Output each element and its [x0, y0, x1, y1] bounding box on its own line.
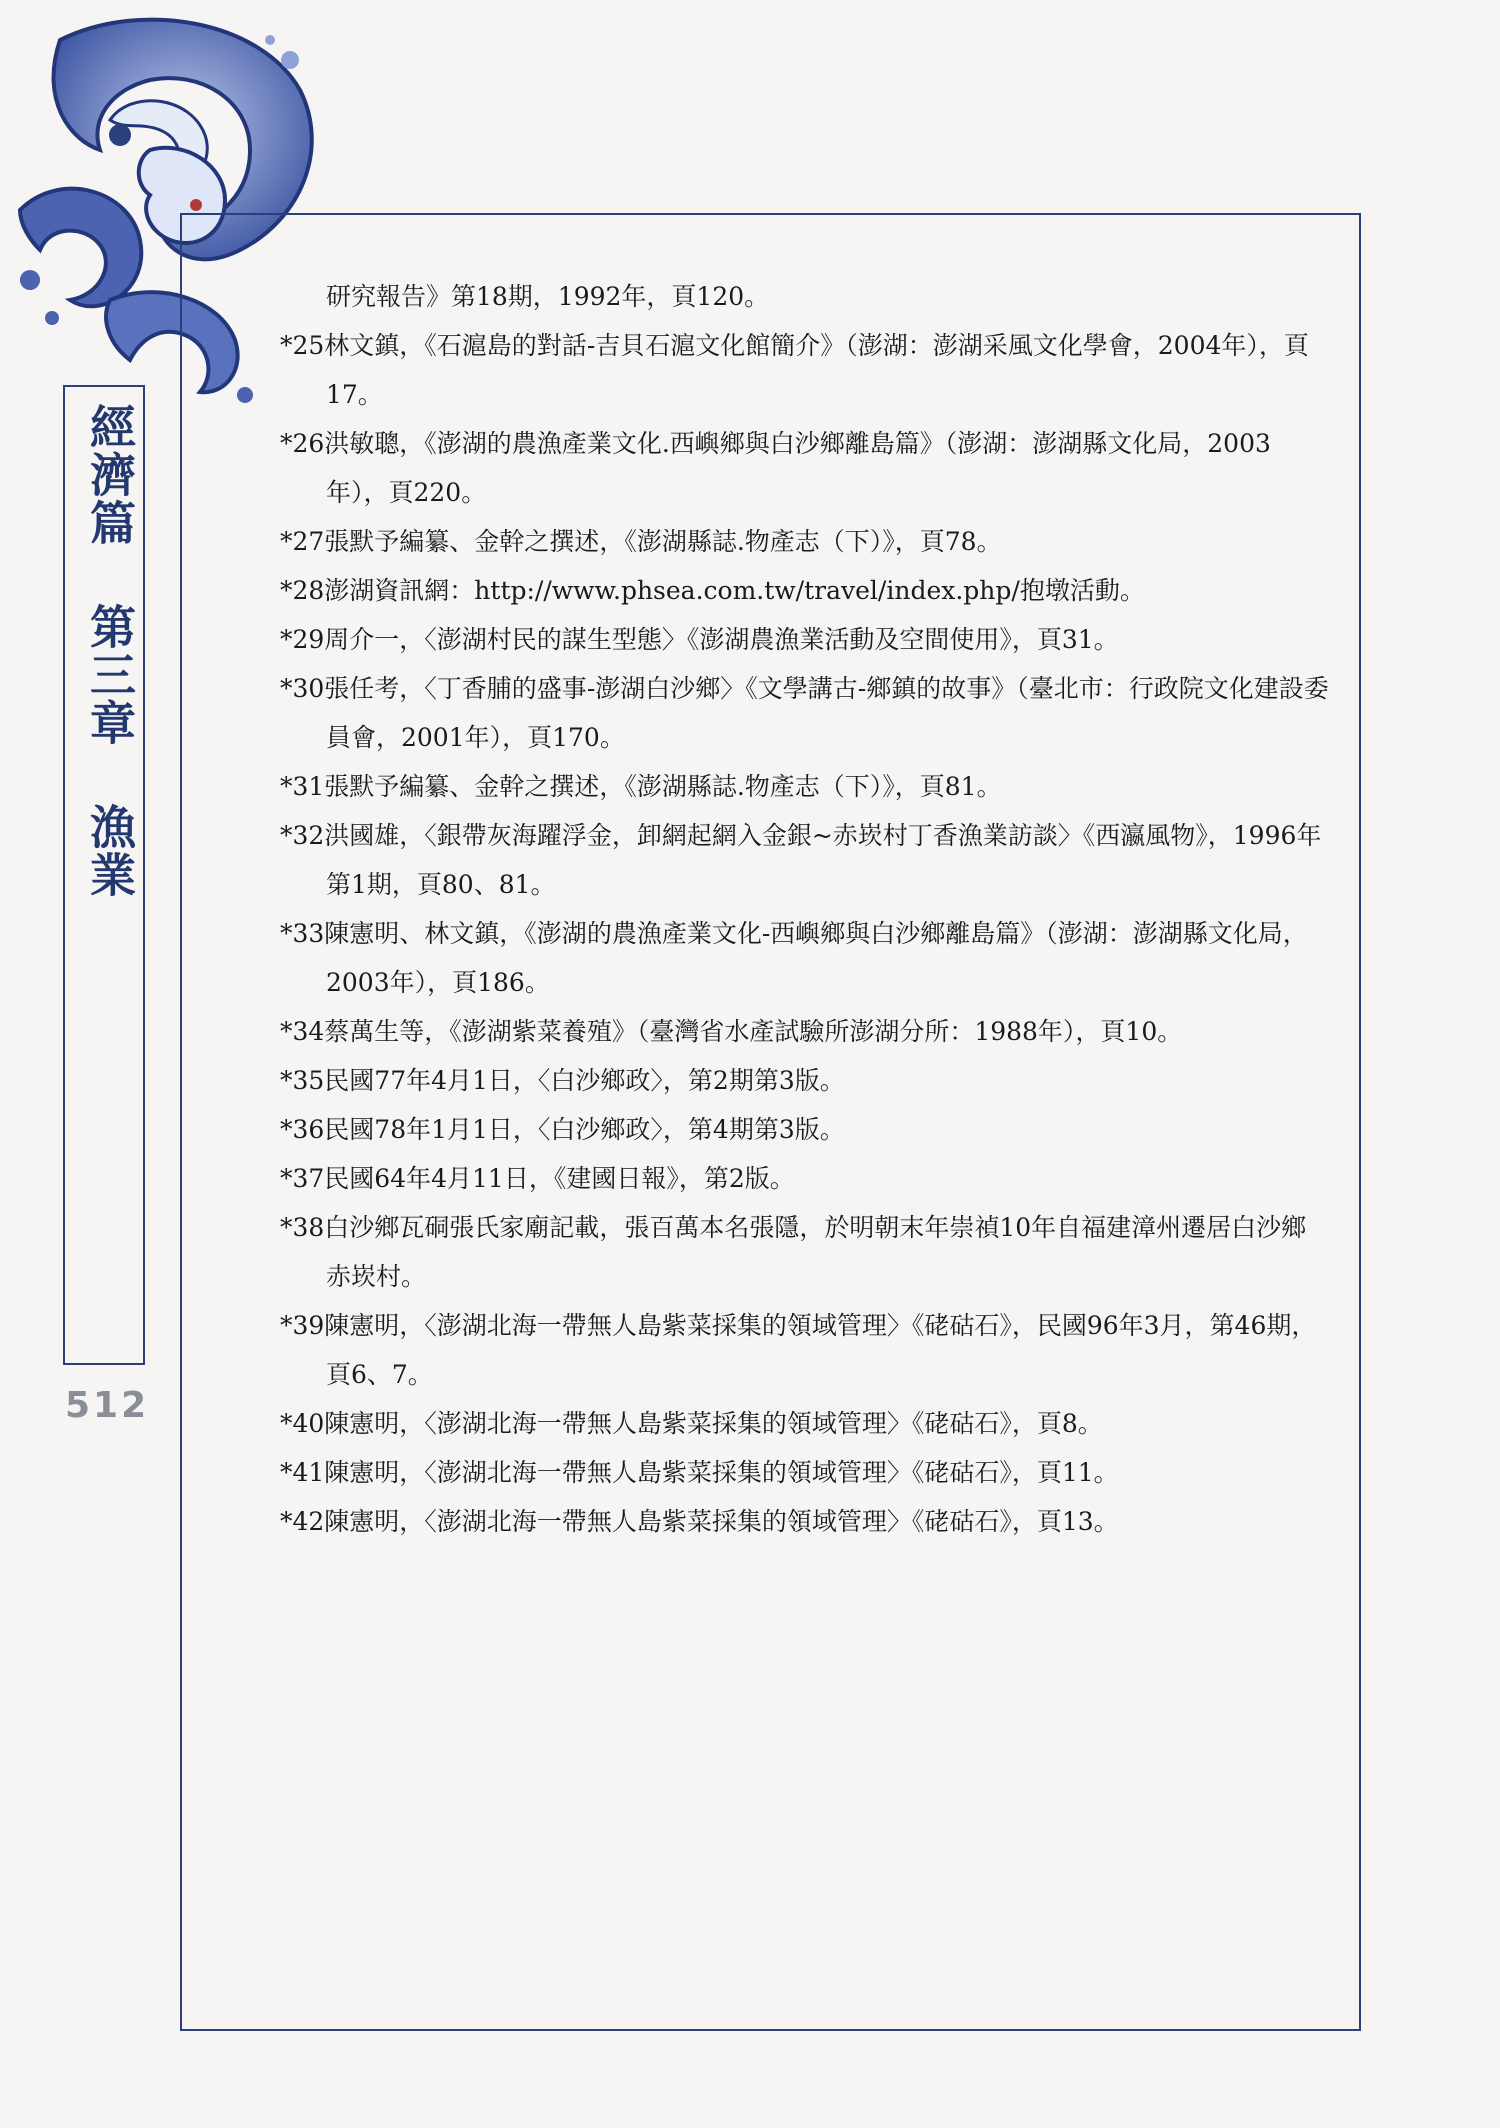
footnote-item: *27張默予編纂、金幹之撰述，《澎湖縣誌.物產志（下）》，頁78。: [280, 527, 1002, 556]
footnote-item: *32洪國雄，〈銀帶灰海躍浮金，卸網起網入金銀~赤崁村丁香漁業訪談〉《西瀛風物》，1996年第1期，頁80、81。: [280, 821, 1322, 899]
footnote-item: *42陳憲明，〈澎湖北海一帶無人島紫菜採集的領域管理〉《硓𥑮石》，頁13。: [280, 1507, 1119, 1536]
page-number: 512: [65, 1385, 150, 1426]
footnote-item: *34蔡萬生等，《澎湖紫菜養殖》（臺灣省水產試驗所澎湖分所：1988年），頁10。: [280, 1017, 1183, 1046]
chapter-title-box: [63, 385, 145, 1365]
footnote-item: *25林文鎮，《石滬島的對話-吉貝石滬文化館簡介》（澎湖：澎湖采風文化學會，2004年），頁17。: [280, 331, 1309, 409]
footnote-item: *35民國77年4月1日，〈白沙鄉政〉，第2期第3版。: [280, 1066, 845, 1095]
footnote-item: *41陳憲明，〈澎湖北海一帶無人島紫菜採集的領域管理〉《硓𥑮石》，頁11。: [280, 1458, 1119, 1487]
footnote-item: *28澎湖資訊網：http://www.phsea.com.tw/travel/index.php/抱墩活動。: [280, 576, 1145, 605]
footnote-item: 研究報告》第18期，1992年，頁120。: [326, 282, 770, 311]
chapter-title: 經濟篇 第三章 漁業: [83, 403, 137, 899]
footnote-list: [280, 272, 1330, 1546]
footnote-item: *30張任考，〈丁香脯的盛事-澎湖白沙鄉〉《文學講古-鄉鎮的故事》（臺北市：行政院文化建設委員會，2001年），頁170。: [280, 674, 1329, 752]
footnote-item: *26洪敏聰，《澎湖的農漁產業文化.西嶼鄉與白沙鄉離島篇》（澎湖：澎湖縣文化局，2003年），頁220。: [280, 429, 1271, 507]
footnote-item: *29周介一，〈澎湖村民的謀生型態〉《澎湖農漁業活動及空間使用》，頁31。: [280, 625, 1119, 654]
footnote-item: *36民國78年1月1日，〈白沙鄉政〉，第4期第3版。: [280, 1115, 845, 1144]
footnote-item: *39陳憲明，〈澎湖北海一帶無人島紫菜採集的領域管理〉《硓𥑮石》，民國96年3月，第46期，頁6、7。: [280, 1311, 1317, 1389]
footnote-item: *33陳憲明、林文鎮，《澎湖的農漁產業文化-西嶼鄉與白沙鄉離島篇》（澎湖：澎湖縣文化局，2003年），頁186。: [280, 919, 1308, 997]
footnote-item: *31張默予編纂、金幹之撰述，《澎湖縣誌.物產志（下）》，頁81。: [280, 772, 1002, 801]
footnote-item: *38白沙鄉瓦硐張氏家廟記載，張百萬本名張隱，於明朝末年崇禎10年自福建漳州遷居白沙鄉赤崁村。: [280, 1213, 1307, 1291]
footnote-item: *37民國64年4月11日，《建國日報》，第2版。: [280, 1164, 795, 1193]
footnote-item: *40陳憲明，〈澎湖北海一帶無人島紫菜採集的領域管理〉《硓𥑮石》，頁8。: [280, 1409, 1103, 1438]
